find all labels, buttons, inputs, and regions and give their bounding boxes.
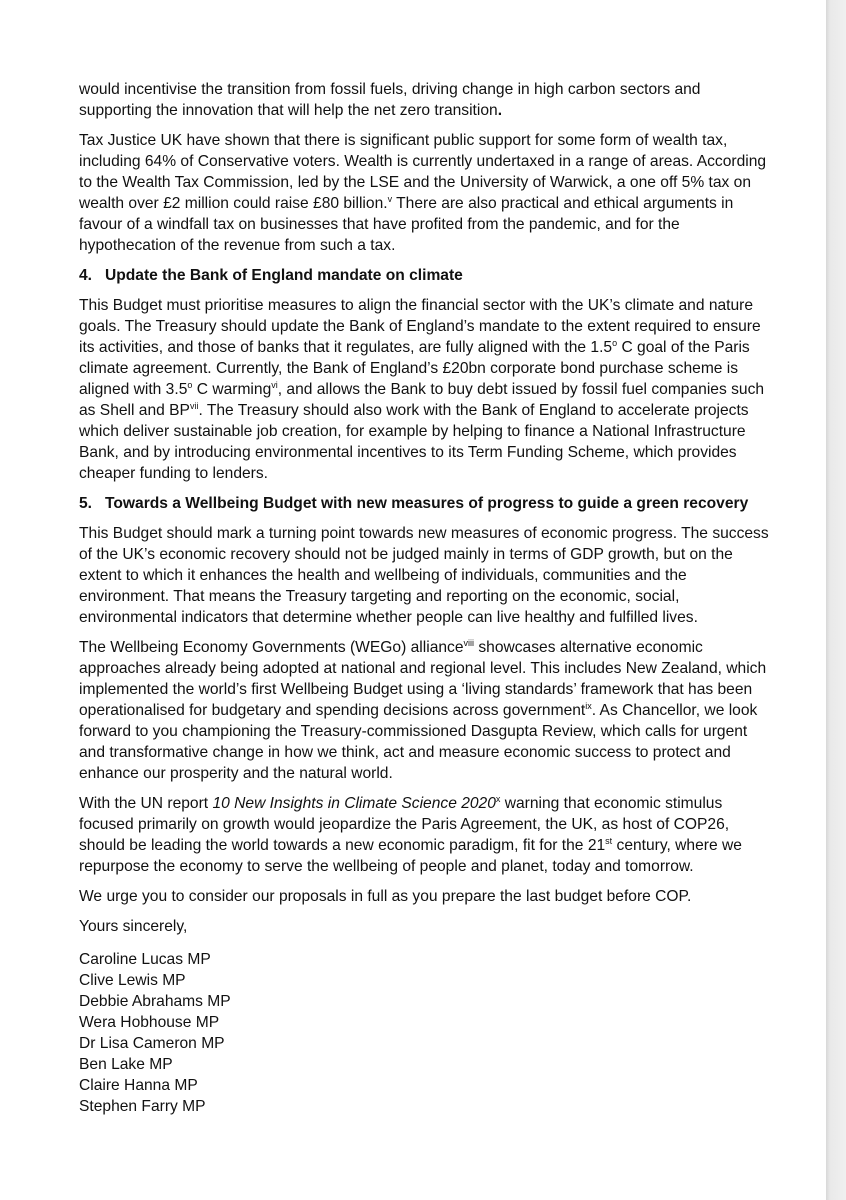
signatory: Claire Hanna MP bbox=[79, 1077, 198, 1094]
degree-mark: o bbox=[187, 379, 193, 390]
section-heading-5: 5. Towards a Wellbeing Budget with new measures of progress to guide a green recovery bbox=[79, 495, 749, 512]
paragraph-incentivise: would incentivise the transition from fossil fuels, driving change in high carbon sectors and supporting the innovation that will help the net zero transition. bbox=[79, 81, 701, 119]
closing-salutation: Yours sincerely, bbox=[79, 918, 188, 935]
degree-mark: o bbox=[612, 337, 618, 348]
footnote-ref: viii bbox=[463, 637, 475, 648]
signatory: Dr Lisa Cameron MP bbox=[79, 1035, 225, 1052]
footnote-ref: vii bbox=[189, 400, 199, 411]
letter-body bbox=[79, 79, 769, 1117]
signatory-list bbox=[79, 949, 769, 1117]
paragraph-un-report: With the UN report 10 New Insights in Climate Science 2020$^x$ warning that economic stimulus focused primarily on growth would jeopardize the Paris Agreement, the UK, as host of COP26, should be leading the world towards a new economic paradigm, fit for the 21st century, where we repurpose the economy to serve the wellbeing of people and planet, today and tomorrow. bbox=[79, 793, 742, 875]
footnote-ref: x bbox=[495, 793, 501, 804]
footnote-ref: vi bbox=[271, 379, 278, 390]
ordinal-suffix: st bbox=[605, 835, 613, 846]
signatory: Caroline Lucas MP bbox=[79, 951, 211, 968]
section-heading-4: 4. Update the Bank of England mandate on climate bbox=[79, 267, 463, 284]
paragraph-wego: The Wellbeing Economy Governments (WEGo) alliance$^{viii}$ showcases alternative economic approaches already being adopted at national and regional level. This includes New Zealand, which implemented the world’s first Wellbeing Budget using a ‘living standards’ framework that has been operationalised for budgetary and spending decisions across government$^{ix}$. As Chancellor, we look forward to you championing the Treasury-commissioned Dasgupta Review, which calls for urgent and transformative change in how we think, act and measure economic success to protect and enhance our prosperity and the natural world. bbox=[79, 637, 767, 782]
page-edge-shadow bbox=[826, 0, 846, 1200]
signatory: Stephen Farry MP bbox=[79, 1098, 206, 1115]
paragraph-bank-of-england: This Budget must prioritise measures to align the financial sector with the UK’s climate and nature goals. The Treasury should update the Bank of England’s mandate to the extent required to ensure its activities, and those of banks that it regulates, are fully aligned with the 1.5$^o$ C goal of the Paris climate agreement. Currently, the Bank of England’s £20bn corporate bond purchase scheme is aligned with 3.5$^o$ C warming$^{vi}$, and allows the Bank to buy debt issued by fossil fuel companies such as Shell and BP$^{vii}$. The Treasury should also work with the Bank of England to accelerate projects which deliver sustainable job creation, for example by helping to finance a National Infrastructure Bank, and by introducing environmental incentives to its Term Funding Scheme, which provides cheaper funding to lenders. bbox=[79, 297, 765, 482]
footnote-ref: v bbox=[387, 193, 393, 204]
signatory: Debbie Abrahams MP bbox=[79, 993, 231, 1010]
signatory: Wera Hobhouse MP bbox=[79, 1014, 220, 1031]
report-title: 10 New Insights in Climate Science 2020 bbox=[212, 795, 496, 812]
paragraph-urge: We urge you to consider our proposals in full as you prepare the last budget before COP. bbox=[79, 888, 692, 905]
footnote-ref: ix bbox=[585, 700, 592, 711]
paragraph-wellbeing-budget: This Budget should mark a turning point towards new measures of economic progress. The success of the UK’s economic recovery should not be judged mainly in terms of GDP growth, but on the extent to which it enhances the health and wellbeing of individuals, communities and the environment. That means the Treasury targeting and reporting on the economic, social, environmental indicators that determine whether people can live healthy and fulfilled lives. bbox=[79, 525, 769, 626]
signatory: Clive Lewis MP bbox=[79, 972, 186, 989]
signatory: Ben Lake MP bbox=[79, 1056, 173, 1073]
paragraph-wealth-tax: Tax Justice UK have shown that there is significant public support for some form of wealth tax, including 64% of Conservative voters. Wealth is currently undertaxed in a range of areas. According to the Wealth Tax Commission, led by the LSE and the University of Warwick, a one off 5% tax on wealth over £2 million could raise £80 billion.$^v$ There are also practical and ethical arguments in favour of a windfall tax on businesses that have profited from the pandemic, and for the hypothecation of the revenue from such a tax. bbox=[79, 132, 767, 254]
